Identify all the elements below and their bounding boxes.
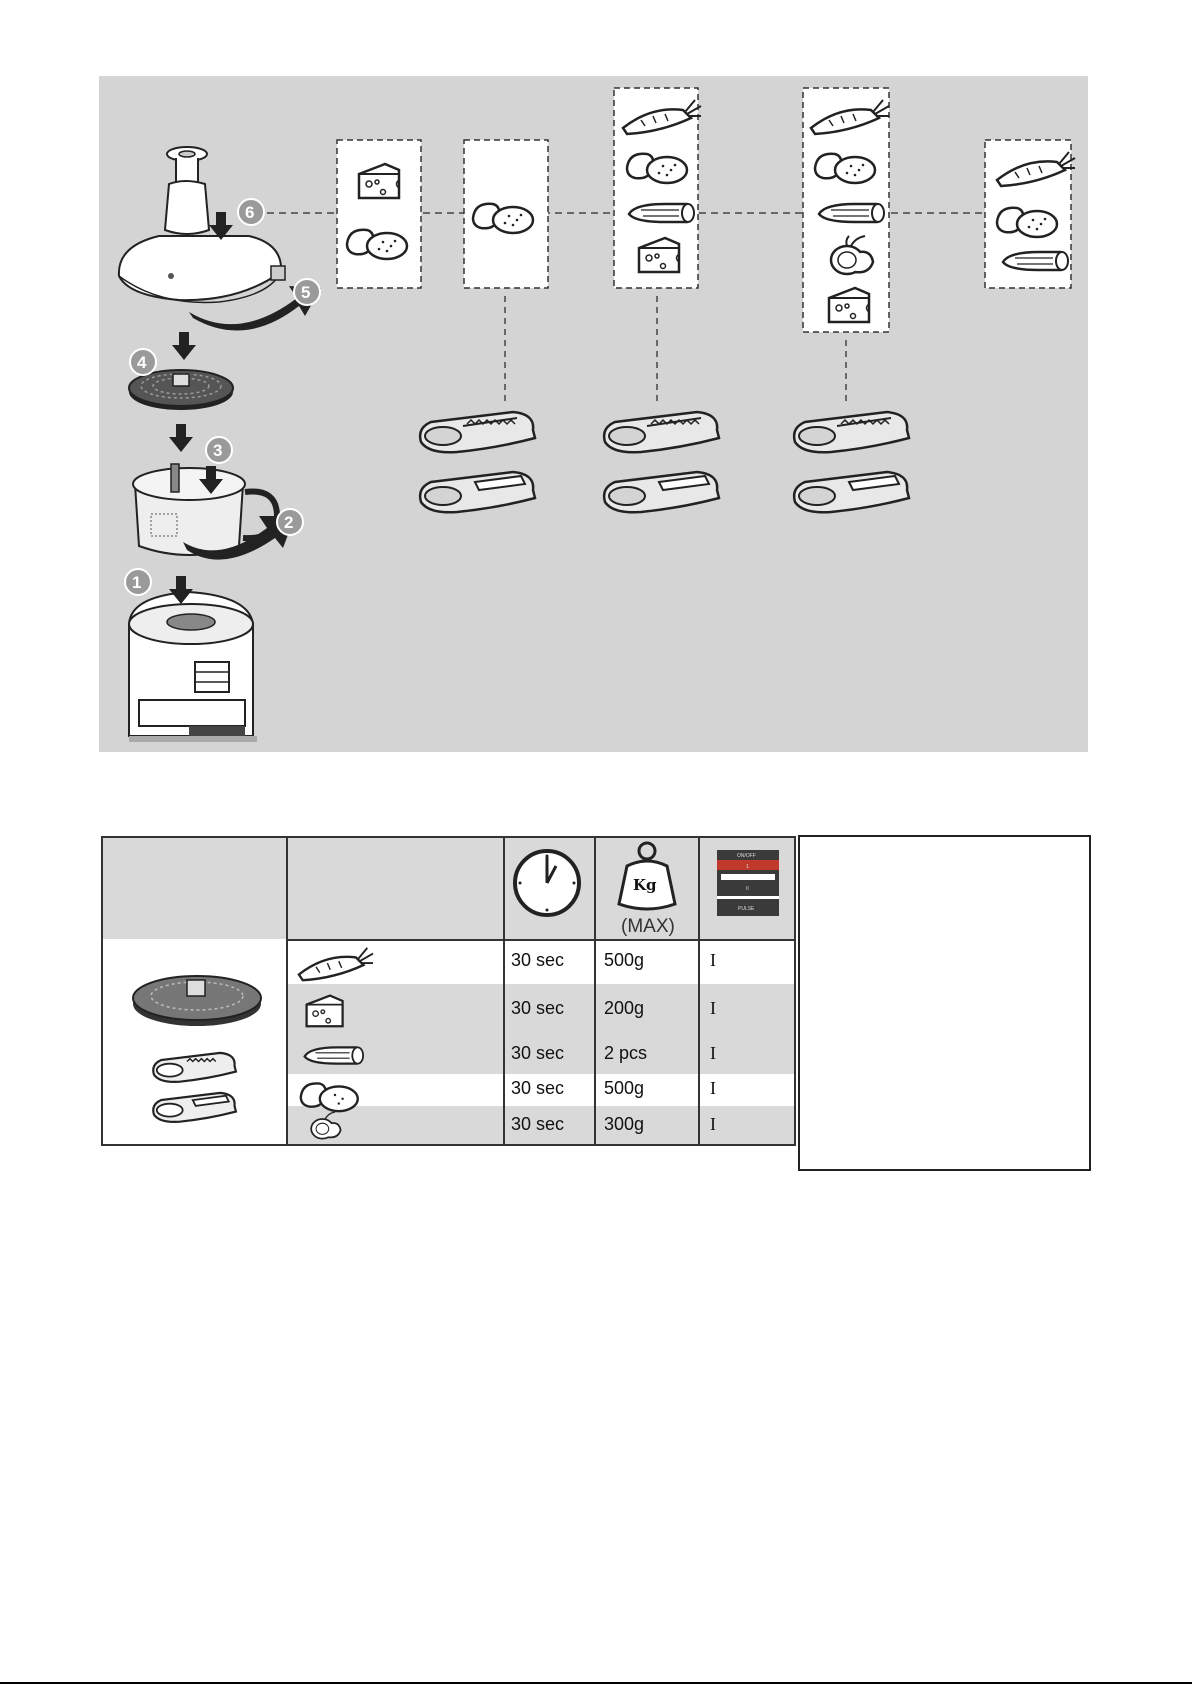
svg-text:ON/OFF: ON/OFF — [737, 853, 756, 859]
svg-text:1: 1 — [132, 573, 142, 592]
svg-text:6: 6 — [245, 203, 255, 222]
blade-insert-flat-1 — [420, 472, 535, 512]
clock-icon — [508, 844, 586, 922]
cucumber-icon — [305, 1047, 364, 1063]
row-5-speed: I — [710, 1114, 716, 1134]
carrot-icon — [299, 948, 373, 980]
row-3-amount: 2 pcs — [604, 1043, 648, 1063]
svg-text:PULSE: PULSE — [738, 906, 755, 912]
food-box-4 — [803, 88, 889, 332]
food-box-2 — [464, 140, 548, 288]
svg-text:1: 1 — [746, 864, 749, 870]
spec-table — [101, 836, 796, 1146]
potato-icon — [997, 208, 1057, 237]
row-3-time: 30 sec — [511, 1043, 565, 1063]
row-1-amount: 500g — [604, 950, 645, 970]
row-5-amount: 300g — [604, 1114, 645, 1134]
notes-box — [798, 835, 1091, 1171]
potato-icon — [347, 230, 407, 259]
cheese-icon — [307, 996, 343, 1027]
svg-text:3: 3 — [213, 441, 223, 460]
cucumber-icon — [819, 204, 884, 222]
disc-with-inserts — [123, 974, 273, 1134]
food-column — [293, 942, 503, 1146]
svg-text:Kg: Kg — [633, 876, 657, 894]
svg-text:II: II — [746, 886, 749, 892]
cucumber-icon — [629, 204, 694, 222]
potato-icon — [473, 204, 533, 233]
row-1-speed: I — [710, 950, 716, 970]
speed-switch-icon — [713, 848, 783, 920]
step-badge-3 — [206, 437, 232, 463]
row-5-time: 30 sec — [511, 1114, 565, 1134]
potato-icon — [301, 1083, 358, 1111]
svg-text:5: 5 — [301, 283, 311, 302]
blade-insert-serrated-3 — [794, 412, 909, 452]
svg-text:4: 4 — [137, 353, 147, 372]
potato-icon — [815, 154, 875, 183]
cucumber-icon — [1003, 252, 1068, 270]
row-4-time: 30 sec — [511, 1078, 565, 1098]
grating-disc — [129, 370, 233, 410]
svg-text:2: 2 — [284, 513, 294, 532]
row-3-speed: I — [710, 1043, 716, 1063]
row-4-amount: 500g — [604, 1078, 645, 1098]
row-1-time: 30 sec — [511, 950, 565, 970]
weight-icon — [603, 840, 693, 936]
lid — [119, 181, 285, 302]
blade-insert-serrated-2 — [604, 412, 719, 452]
row-2-time: 30 sec — [511, 998, 565, 1018]
step-badge-4 — [130, 349, 156, 375]
row-2-amount: 200g — [604, 998, 645, 1018]
step-badge-6 — [238, 199, 264, 225]
potato-icon — [627, 154, 687, 183]
bottom-rule — [0, 1682, 1192, 1684]
assembly-diagram — [99, 76, 1088, 752]
row-2-speed: I — [710, 998, 716, 1018]
blade-insert-flat-2 — [604, 472, 719, 512]
row-4-speed: I — [710, 1078, 716, 1098]
blade-insert-flat-3 — [794, 472, 909, 512]
onion-icon — [311, 1112, 340, 1139]
step-badge-5 — [294, 279, 320, 305]
food-box-3 — [614, 88, 701, 288]
food-box-1 — [337, 140, 421, 288]
step-badge-2 — [277, 509, 303, 535]
food-box-5 — [985, 140, 1075, 288]
motor-base — [129, 592, 257, 742]
step-badge-1 — [125, 569, 151, 595]
svg-text:(MAX): (MAX) — [621, 916, 675, 936]
blade-insert-serrated-1 — [420, 412, 535, 452]
